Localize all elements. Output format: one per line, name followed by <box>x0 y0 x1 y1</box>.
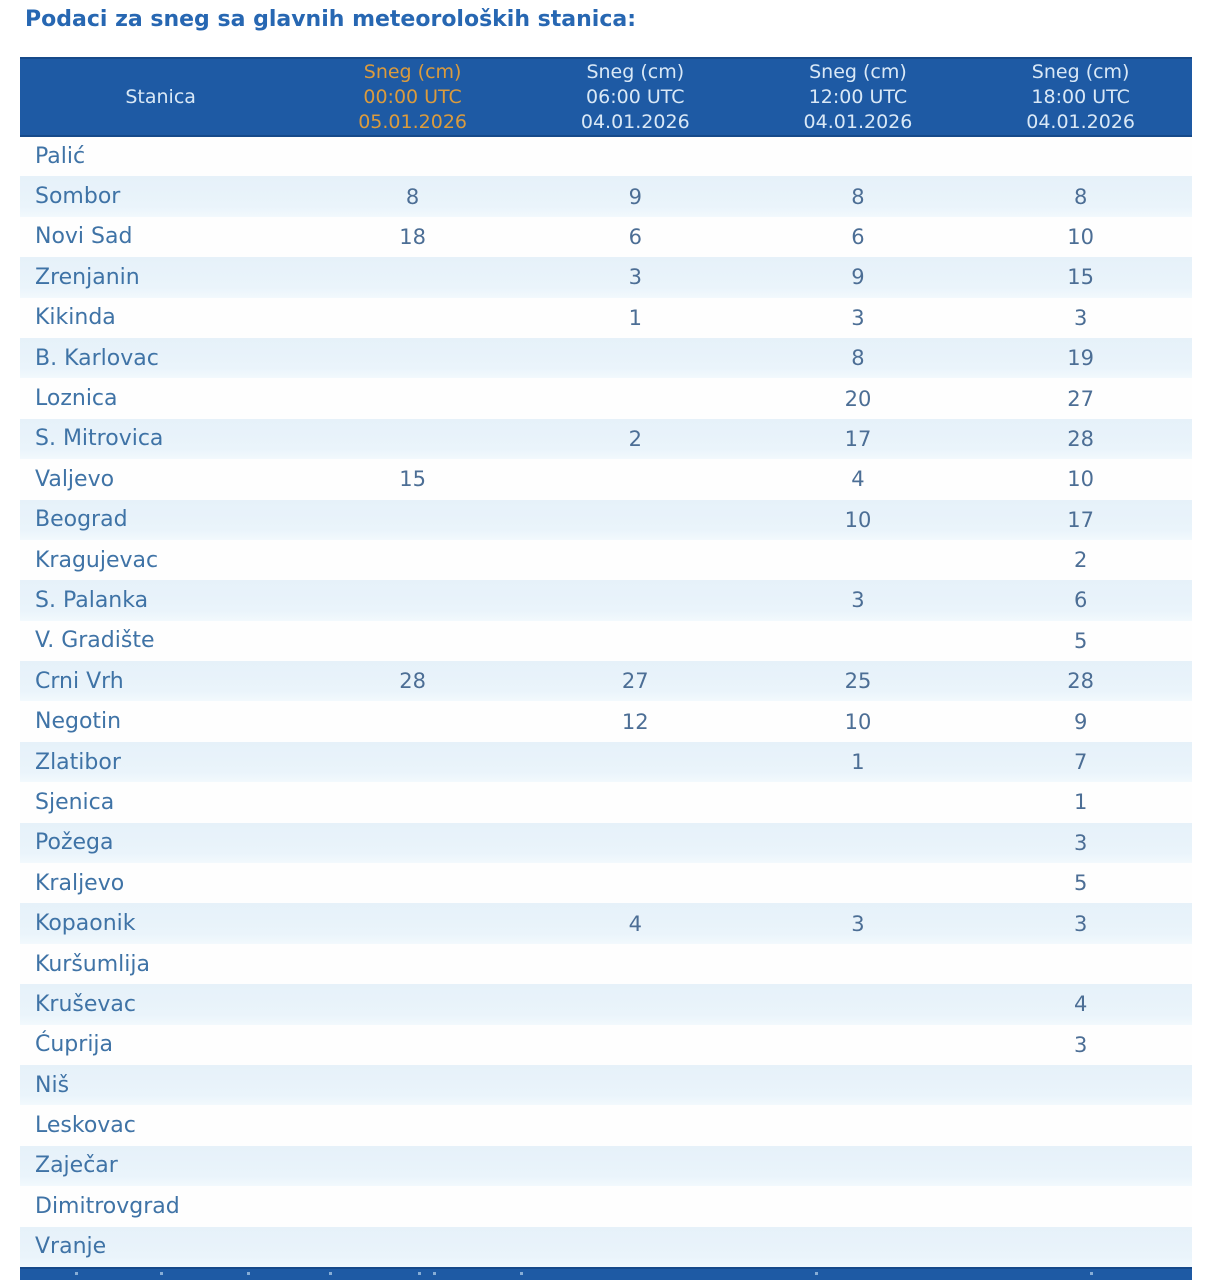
column-header-sneg-2 <box>524 58 747 136</box>
snow-value-cell-1 <box>301 742 524 782</box>
snow-value-cell-4 <box>969 1065 1192 1105</box>
snow-value-cell-2 <box>524 863 747 903</box>
table-row <box>20 661 1192 701</box>
snow-value-cell-2 <box>524 1146 747 1186</box>
snow-value-cell-2 <box>524 621 747 661</box>
table-row <box>20 1105 1192 1145</box>
next-table-partial-header <box>20 1267 1192 1280</box>
column-header-sneg-3 <box>747 58 970 136</box>
snow-table-container <box>20 57 1192 1267</box>
snow-value-cell-2 <box>524 1186 747 1226</box>
station-name-cell: S. Mitrovica <box>20 419 301 459</box>
station-name-cell: Požega <box>20 823 301 863</box>
snow-value-cell-3: 10 <box>844 709 872 734</box>
snow-value-cell-3: 9 <box>747 257 970 297</box>
snow-value-cell-3: 3 <box>747 903 970 943</box>
snow-value-cell-4: 2 <box>1073 548 1088 573</box>
column-header-line: 04.01.2026 <box>803 110 913 133</box>
snow-data-table <box>20 57 1192 1267</box>
snow-value-cell-1 <box>301 1065 524 1105</box>
snow-value-cell-1 <box>301 136 524 176</box>
station-name-cell: Beograd <box>20 500 301 540</box>
snow-value-cell-2 <box>524 580 747 620</box>
column-header-line: 12:00 UTC <box>808 85 908 108</box>
snow-value-cell-2: 4 <box>524 903 747 943</box>
column-header-line: 06:00 UTC <box>586 85 685 108</box>
snow-value-cell-4 <box>969 1227 1192 1267</box>
station-name-cell: Zaječar <box>20 1146 301 1186</box>
snow-value-cell-4: 9 <box>1073 709 1088 734</box>
table-row <box>20 1065 1192 1105</box>
table-row <box>20 176 1192 216</box>
station-name-cell: Crni Vrh <box>20 661 301 701</box>
snow-value-cell-4: 7 <box>969 742 1192 782</box>
snow-value-cell-3 <box>747 984 970 1024</box>
snow-value-cell-4: 3 <box>1073 305 1088 330</box>
table-row <box>20 540 1192 580</box>
column-header-line: 05.01.2026 <box>358 110 467 133</box>
snow-value-cell-3 <box>747 782 970 822</box>
snow-value-cell-4 <box>969 1146 1192 1186</box>
station-name-cell: Kruševac <box>20 984 301 1024</box>
snow-value-cell-4: 5 <box>1073 628 1088 653</box>
snow-value-cell-2 <box>524 338 747 378</box>
column-header-line: Sneg (cm) <box>809 60 907 83</box>
table-row <box>20 1146 1192 1186</box>
snow-value-cell-3 <box>747 1065 970 1105</box>
snow-value-cell-2 <box>524 500 747 540</box>
cutoff-glyph-tops <box>20 1272 23 1275</box>
snow-value-cell-1 <box>301 419 524 459</box>
snow-value-cell-3 <box>747 1186 970 1226</box>
snow-value-cell-4: 6 <box>969 580 1192 620</box>
snow-value-cell-4 <box>969 1186 1192 1226</box>
station-name-cell: Negotin <box>35 709 122 735</box>
snow-value-cell-1 <box>301 903 524 943</box>
snow-value-cell-1 <box>301 984 524 1024</box>
snow-value-cell-1 <box>301 782 524 822</box>
snow-value-cell-3: 1 <box>747 742 970 782</box>
snow-value-cell-3 <box>747 136 970 176</box>
snow-value-cell-1: 15 <box>399 467 426 492</box>
snow-value-cell-4: 27 <box>1067 386 1094 411</box>
column-header-line: 04.01.2026 <box>580 110 690 133</box>
snow-value-cell-1 <box>301 298 524 338</box>
snow-value-cell-1 <box>301 1227 524 1267</box>
table-row <box>20 257 1192 297</box>
table-row <box>20 1025 1192 1065</box>
snow-value-cell-3: 8 <box>747 338 970 378</box>
snow-value-cell-4: 5 <box>1073 871 1088 896</box>
snow-value-cell-4: 3 <box>969 823 1192 863</box>
snow-value-cell-1 <box>301 500 524 540</box>
column-header-stanica: Stanica <box>20 58 301 136</box>
table-row <box>20 580 1192 620</box>
table-row <box>20 701 1192 741</box>
table-row <box>20 459 1192 499</box>
column-header-line: Sneg (cm) <box>1031 60 1130 83</box>
snow-value-cell-2: 9 <box>524 176 747 216</box>
column-header-line: 18:00 UTC <box>1031 85 1130 108</box>
station-name-cell: Kuršumlija <box>35 951 150 977</box>
table-row <box>20 298 1192 338</box>
snow-value-cell-1 <box>301 701 524 741</box>
snow-value-cell-4: 4 <box>969 984 1192 1024</box>
snow-value-cell-4: 28 <box>969 661 1192 701</box>
station-name-cell: Ćuprija <box>35 1032 114 1058</box>
snow-value-cell-4: 10 <box>1067 224 1094 249</box>
snow-value-cell-1 <box>301 338 524 378</box>
snow-value-cell-2 <box>524 1025 747 1065</box>
snow-value-cell-1 <box>301 378 524 418</box>
table-row <box>20 782 1192 822</box>
snow-value-cell-3: 20 <box>844 386 872 411</box>
snow-value-cell-1 <box>301 1186 524 1226</box>
snow-value-cell-1 <box>301 621 524 661</box>
column-header-sneg-1 <box>301 58 524 136</box>
table-row <box>20 500 1192 540</box>
table-row <box>20 1227 1192 1267</box>
table-row <box>20 863 1192 903</box>
station-name-cell: S. Palanka <box>20 580 301 620</box>
column-header-line: 04.01.2026 <box>1026 110 1136 133</box>
snow-value-cell-3 <box>747 1105 970 1145</box>
station-name-cell: Sombor <box>20 176 301 216</box>
snow-value-cell-2: 2 <box>524 419 747 459</box>
snow-value-cell-2: 12 <box>621 709 649 734</box>
station-name-cell: Vranje <box>20 1227 301 1267</box>
snow-value-cell-1 <box>301 540 524 580</box>
snow-value-cell-1: 8 <box>301 176 524 216</box>
column-header-line: Sneg (cm) <box>363 60 462 83</box>
station-name-cell: Niš <box>20 1065 301 1105</box>
snow-value-cell-1 <box>301 1025 524 1065</box>
station-name-cell: V. Gradište <box>35 628 155 654</box>
snow-value-cell-4: 8 <box>969 176 1192 216</box>
snow-value-cell-4: 15 <box>969 257 1192 297</box>
snow-value-cell-1 <box>301 944 524 984</box>
table-row <box>20 217 1192 257</box>
snow-value-cell-3: 8 <box>747 176 970 216</box>
table-row <box>20 419 1192 459</box>
station-name-cell: Zlatibor <box>20 742 301 782</box>
table-row <box>20 742 1192 782</box>
snow-value-cell-4: 19 <box>969 338 1192 378</box>
snow-value-cell-1: 28 <box>301 661 524 701</box>
snow-value-cell-2 <box>524 1105 747 1145</box>
table-body <box>20 136 1192 1267</box>
table-row <box>20 136 1192 176</box>
snow-value-cell-3 <box>747 944 970 984</box>
snow-value-cell-2 <box>524 459 747 499</box>
snow-value-cell-4: 3 <box>1073 1032 1088 1057</box>
station-name-cell: B. Karlovac <box>20 338 301 378</box>
station-name-cell: Kragujevac <box>35 547 159 573</box>
station-name-cell: Zrenjanin <box>20 257 301 297</box>
snow-value-cell-3 <box>747 1146 970 1186</box>
snow-value-cell-2: 1 <box>628 305 642 330</box>
snow-value-cell-1 <box>301 580 524 620</box>
snow-value-cell-4: 1 <box>1073 790 1088 815</box>
snow-value-cell-4: 28 <box>969 419 1192 459</box>
table-row <box>20 944 1192 984</box>
station-name-cell: Kopaonik <box>20 903 301 943</box>
station-name-cell: Novi Sad <box>35 224 133 250</box>
column-header-sneg-4 <box>969 58 1192 136</box>
column-header-line: 00:00 UTC <box>363 85 462 108</box>
snow-value-cell-3: 10 <box>747 500 970 540</box>
station-name-cell: Valjevo <box>35 466 115 492</box>
column-header-line: Sneg (cm) <box>586 60 685 83</box>
table-row <box>20 823 1192 863</box>
table-row <box>20 378 1192 418</box>
snow-value-cell-2 <box>524 1065 747 1105</box>
table-header <box>20 58 1192 136</box>
snow-value-cell-3: 25 <box>747 661 970 701</box>
table-row <box>20 338 1192 378</box>
snow-value-cell-3 <box>747 863 970 903</box>
snow-value-cell-2 <box>524 944 747 984</box>
snow-value-cell-1: 18 <box>399 224 426 249</box>
table-row <box>20 984 1192 1024</box>
station-name-cell: Palić <box>35 144 86 170</box>
table-row <box>20 903 1192 943</box>
snow-value-cell-1 <box>301 1146 524 1186</box>
snow-value-cell-4: 17 <box>969 500 1192 540</box>
snow-value-cell-1 <box>301 257 524 297</box>
snow-value-cell-2: 6 <box>628 224 642 249</box>
snow-value-cell-3 <box>747 823 970 863</box>
snow-value-cell-3: 3 <box>851 305 865 330</box>
snow-value-cell-3 <box>747 1227 970 1267</box>
snow-value-cell-2 <box>524 1227 747 1267</box>
snow-value-cell-4: 3 <box>969 903 1192 943</box>
station-name-cell: Dimitrovgrad <box>35 1193 180 1219</box>
snow-value-cell-4 <box>969 944 1192 984</box>
table-row <box>20 621 1192 661</box>
snow-value-cell-2 <box>524 378 747 418</box>
snow-value-cell-3: 4 <box>851 467 865 492</box>
snow-value-cell-3: 17 <box>747 419 970 459</box>
snow-value-cell-1 <box>301 823 524 863</box>
snow-value-cell-2 <box>524 782 747 822</box>
snow-value-cell-2 <box>524 984 747 1024</box>
snow-value-cell-3: 3 <box>747 580 970 620</box>
snow-value-cell-4 <box>969 136 1192 176</box>
snow-value-cell-2 <box>524 823 747 863</box>
snow-value-cell-1 <box>301 863 524 903</box>
snow-value-cell-2: 3 <box>524 257 747 297</box>
snow-value-cell-3 <box>747 540 970 580</box>
table-header-row <box>20 58 1192 136</box>
snow-value-cell-4 <box>969 1105 1192 1145</box>
snow-value-cell-2 <box>524 742 747 782</box>
station-name-cell: Kikinda <box>35 305 116 331</box>
snow-value-cell-2: 27 <box>524 661 747 701</box>
station-name-cell: Kraljevo <box>35 870 125 896</box>
snow-value-cell-2 <box>524 540 747 580</box>
snow-value-cell-4: 10 <box>1067 467 1094 492</box>
snow-value-cell-3: 6 <box>851 224 865 249</box>
snow-value-cell-3 <box>747 621 970 661</box>
station-name-cell: Loznica <box>35 386 118 412</box>
page-title: Podaci za sneg sa glavnih meteoroloških stanica: <box>25 7 637 32</box>
snow-value-cell-1 <box>301 1105 524 1145</box>
snow-value-cell-3 <box>747 1025 970 1065</box>
station-name-cell: Sjenica <box>35 789 115 815</box>
station-name-cell: Leskovac <box>35 1113 136 1139</box>
table-row <box>20 1186 1192 1226</box>
snow-value-cell-2 <box>524 136 747 176</box>
